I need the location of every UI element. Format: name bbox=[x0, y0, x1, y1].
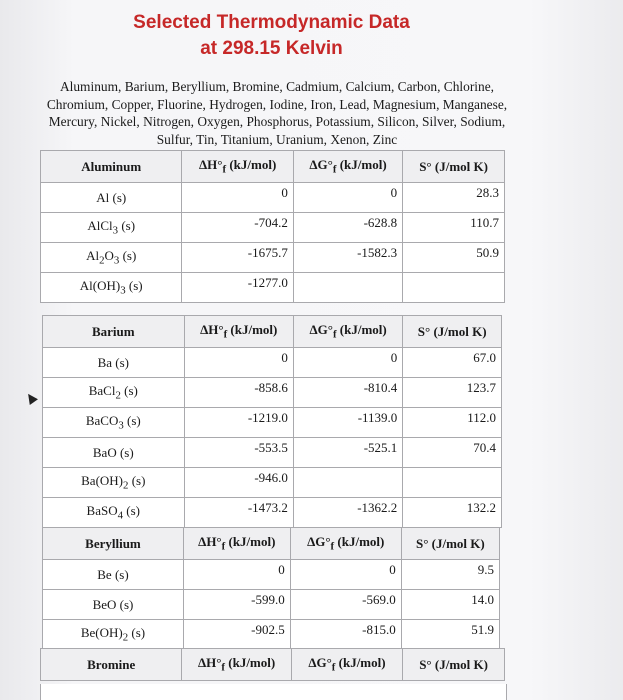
aluminum-table bbox=[40, 150, 505, 303]
s-cell: 28.3 bbox=[403, 183, 505, 213]
table-header-row bbox=[41, 151, 505, 183]
s-cell: 67.0 bbox=[403, 348, 502, 378]
species-cell: AlCl$_3$ (s) bbox=[41, 213, 182, 243]
col-dh-header: $\Delta H^\circ_f$ (kJ/mol) bbox=[182, 649, 291, 681]
barium-table bbox=[42, 315, 502, 528]
element-name: Aluminum bbox=[41, 151, 182, 183]
element-name: Barium bbox=[43, 316, 185, 348]
table-row bbox=[43, 560, 500, 590]
species-cell: BaCO$_3$ (s) bbox=[43, 408, 185, 438]
dg-cell: -1139.0 bbox=[293, 408, 402, 438]
table-header-row bbox=[43, 316, 502, 348]
elements-list: Aluminum, Barium, Beryllium, Bromine, Cadmium, Calcium, Carbon, Chlorine, Chromium, Copper, Fluorine, Hydrogen, Iodine, Iron, Lead, Magnesium, Manganese, Mercury, Nickel, Nitrogen, Oxygen, Phosphorus, Potassium, Silicon, Silver, Sodium, Sulfur, Tin, Titanium, Uranium, Xenon, Zinc bbox=[46, 79, 508, 147]
dh-cell: -1675.7 bbox=[182, 243, 293, 273]
col-s-header: S° (J/mol K) bbox=[403, 151, 505, 183]
dh-cell: -946.0 bbox=[184, 468, 293, 498]
col-dh-header: $\Delta H^\circ_f$ (kJ/mol) bbox=[184, 316, 293, 348]
dh-cell: 0 bbox=[182, 183, 293, 213]
col-dg-header: $\Delta G^\circ_f$ (kJ/mol) bbox=[290, 528, 401, 560]
s-cell: 110.7 bbox=[403, 213, 505, 243]
mouse-cursor-icon bbox=[24, 391, 38, 405]
table-row bbox=[41, 273, 505, 303]
dg-cell: -628.8 bbox=[293, 213, 402, 243]
s-cell: 132.2 bbox=[403, 498, 502, 528]
species-cell: $Al(OH)_3$ (s) bbox=[41, 273, 182, 303]
s-cell: 51.9 bbox=[401, 620, 499, 650]
dh-cell: -553.5 bbox=[184, 438, 293, 468]
s-cell: 70.4 bbox=[403, 438, 502, 468]
s-cell: 50.9 bbox=[403, 243, 505, 273]
species-cell: BaSO$_4$ (s) bbox=[43, 498, 185, 528]
dh-cell: -704.2 bbox=[182, 213, 293, 243]
dg-cell: -569.0 bbox=[290, 590, 401, 620]
dh-cell: -858.6 bbox=[184, 378, 293, 408]
species-cell: Ba (s) bbox=[43, 348, 185, 378]
col-dg-header: $\Delta G^\circ_f$ (kJ/mol) bbox=[293, 316, 402, 348]
s-cell: 112.0 bbox=[403, 408, 502, 438]
table-header-row bbox=[43, 528, 500, 560]
table-row bbox=[43, 498, 502, 528]
dg-cell bbox=[293, 468, 402, 498]
species-cell: $Al_2O_3$ (s) bbox=[41, 243, 182, 273]
species-cell: BeO (s) bbox=[43, 590, 184, 620]
table-row bbox=[41, 243, 505, 273]
dh-cell: 0 bbox=[183, 560, 290, 590]
table-row bbox=[43, 468, 502, 498]
table-row bbox=[43, 378, 502, 408]
dh-cell: -902.5 bbox=[183, 620, 290, 650]
table-row bbox=[43, 590, 500, 620]
table-row bbox=[43, 620, 500, 650]
dg-cell: 0 bbox=[293, 348, 402, 378]
table-row bbox=[43, 348, 502, 378]
col-s-header: S° (J/mol K) bbox=[403, 649, 505, 681]
page-title-line-2: at 298.15 Kelvin bbox=[200, 38, 343, 59]
species-cell: BaCl$_2$ (s) bbox=[43, 378, 185, 408]
table-row bbox=[43, 438, 502, 468]
col-s-header: S° (J/mol K) bbox=[401, 528, 499, 560]
s-cell: 14.0 bbox=[401, 590, 499, 620]
truncated-row bbox=[40, 684, 507, 700]
table-header-row bbox=[41, 649, 505, 681]
s-cell: 123.7 bbox=[403, 378, 502, 408]
table-row bbox=[41, 183, 505, 213]
dg-cell: -810.4 bbox=[293, 378, 402, 408]
species-cell: Be (s) bbox=[43, 560, 184, 590]
species-cell: $Be(OH)_2$ (s) bbox=[43, 620, 184, 650]
col-dh-header: $\Delta H^\circ_f$ (kJ/mol) bbox=[182, 151, 293, 183]
dg-cell: -1362.2 bbox=[293, 498, 402, 528]
col-s-header: S° (J/mol K) bbox=[403, 316, 502, 348]
s-cell bbox=[403, 468, 502, 498]
dh-cell: -1277.0 bbox=[182, 273, 293, 303]
col-dh-header: $\Delta H^\circ_f$ (kJ/mol) bbox=[183, 528, 290, 560]
dh-cell: 0 bbox=[184, 348, 293, 378]
col-dg-header: $\Delta G^\circ_f$ (kJ/mol) bbox=[293, 151, 402, 183]
dg-cell: -525.1 bbox=[293, 438, 402, 468]
dh-cell: -599.0 bbox=[183, 590, 290, 620]
page-title-line-1: Selected Thermodynamic Data bbox=[133, 12, 410, 33]
species-cell: Al (s) bbox=[41, 183, 182, 213]
s-cell bbox=[403, 273, 505, 303]
dg-cell: 0 bbox=[290, 560, 401, 590]
species-cell: $Ba(OH)_2$ (s) bbox=[43, 468, 185, 498]
dh-cell: -1473.2 bbox=[184, 498, 293, 528]
dg-cell bbox=[293, 273, 402, 303]
dg-cell: -815.0 bbox=[290, 620, 401, 650]
s-cell: 9.5 bbox=[401, 560, 499, 590]
bromine-table bbox=[40, 648, 505, 681]
dh-cell: -1219.0 bbox=[184, 408, 293, 438]
dg-cell: 0 bbox=[293, 183, 402, 213]
beryllium-table bbox=[42, 527, 500, 650]
dg-cell: -1582.3 bbox=[293, 243, 402, 273]
col-dg-header: $\Delta G^\circ_f$ (kJ/mol) bbox=[291, 649, 402, 681]
element-name: Beryllium bbox=[43, 528, 184, 560]
table-row bbox=[41, 213, 505, 243]
table-row bbox=[43, 408, 502, 438]
element-name: Bromine bbox=[41, 649, 182, 681]
species-cell: BaO (s) bbox=[43, 438, 185, 468]
